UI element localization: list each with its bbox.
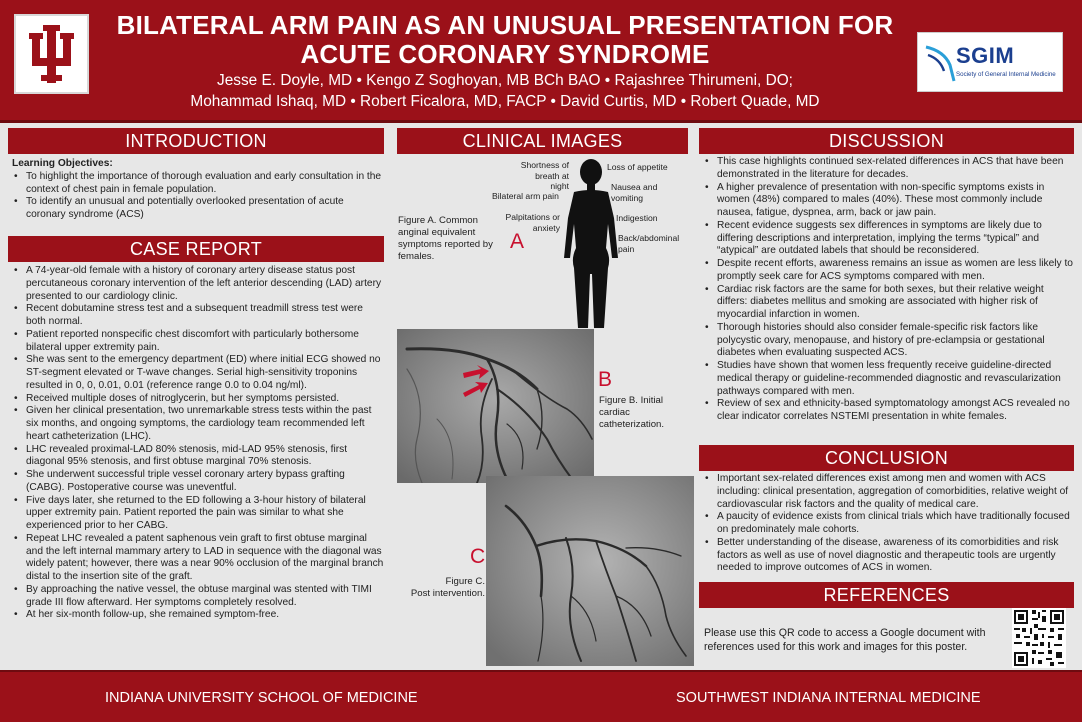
list-item: • Thorough histories should also consider female-specific risk factors like polycystic ovary, menopause, and history of pre-eclampsia or gestational diabetes when evaluating suspected ACS.: [703, 322, 1073, 360]
list-item: • Despite recent efforts, awareness remains an issue as women are less likely to promptly seek care for ACS symptoms compared with men.: [703, 258, 1073, 284]
poster-header: [0, 0, 1082, 123]
poster-footer: [0, 670, 1082, 722]
list-item: • Recent evidence suggests sex differences in symptoms are likely due to differing descriptions and interpretation, implying the terms “typical” and “atypical” are outdated labels that should be reconsidered.: [703, 220, 1073, 258]
figure-b-caption: Figure B. Initial cardiac catheterization.: [599, 395, 665, 430]
figure-c-caption-line-2: Post intervention.: [410, 588, 485, 599]
references-heading: REFERENCES: [699, 582, 1074, 608]
introduction-body: [12, 158, 382, 222]
list-item: • Repeat LHC revealed a patent saphenous vein graft to first obtuse marginal and the left internal mammary artery to LAD in sequence with the diagonal was widely patent; however, there was a near 90% occlusion of the marginal branch distal to the insertion site of the graft.: [12, 533, 384, 584]
conclusion-heading: CONCLUSION: [699, 445, 1074, 471]
list-item: • Given her clinical presentation, two unremarkable stress tests within the past six months, and ongoing symptoms, the cardiology team recommended left heart catheterization (LHC).: [12, 405, 384, 443]
list-item: • To highlight the importance of thorough evaluation and early consultation in the context of chest pain in female population.: [12, 171, 382, 197]
list-item: • By approaching the native vessel, the obtuse marginal was stented with TIMI grade III flow afterward. Her symptoms completely resolved.: [12, 584, 384, 610]
discussion-body: [703, 156, 1073, 424]
qr-code-icon: [1012, 608, 1066, 668]
conclusion-list: [703, 473, 1073, 575]
figure-c-caption: [400, 576, 485, 600]
symptom-loss-of-appetite: Loss of appetite: [607, 162, 668, 172]
symptom-back-abdominal-pain: Back/abdominal pain: [618, 233, 680, 254]
footer-right-text: SOUTHWEST INDIANA INTERNAL MEDICINE: [676, 690, 981, 706]
angiogram-image: [397, 329, 594, 483]
list-item: • Important sex-related differences exist among men and women with ACS including: clinical presentation, aggregation of comorbidities, relative weight of cardiovascular risk factors and the quality of medical care.: [703, 473, 1073, 511]
introduction-heading: INTRODUCTION: [8, 128, 384, 154]
list-item: • Patient reported nonspecific chest discomfort with particularly bothersome bilateral upper extremity pain.: [12, 329, 384, 355]
authors-line-1: Jesse E. Doyle, MD • Kengo Z Soghoyan, MB BCh BAO • Rajashree Thirumeni, DO;: [217, 72, 793, 89]
list-item: • She underwent successful triple vessel coronary artery bypass grafting (CABG). Postoperative course was uneventful.: [12, 469, 384, 495]
figure-a-label: A: [510, 230, 525, 253]
list-item: • Better understanding of the disease, awareness of its comorbidities and risk factors as well as use of novel diagnostic and therapeutic tools are urgently needed to improve outcomes of ACS in women.: [703, 537, 1073, 575]
list-item: • Received multiple doses of nitroglycerin, but her symptoms persisted.: [12, 393, 384, 406]
list-item: • LHC revealed proximal-LAD 80% stenosis, mid-LAD 95% stenosis, first diagonal 95% stenosis, and first obtuse marginal 70% stenosis.: [12, 444, 384, 470]
symptom-indigestion: Indigestion: [616, 213, 658, 223]
symptom-bilateral-arm-pain: Bilateral arm pain: [492, 191, 559, 201]
figure-c-angiogram: [486, 476, 694, 666]
poster-title: [100, 11, 910, 69]
list-item: • She was sent to the emergency department (ED) where initial ECG showed no ST-segment elevated or T-wave changes. Serial high-sensitivity troponins resulted in 0, 0, 0.01, 0.01 (reference range 0.0 to 0.04 ng/ml).: [12, 354, 384, 392]
learning-objectives-heading: Learning Objectives:: [12, 158, 113, 169]
authors-line-2: Mohammad Ishaq, MD • Robert Ficalora, MD, FACP • David Curtis, MD • Robert Quade, MD: [190, 93, 820, 110]
trident-icon: [16, 16, 87, 92]
figure-b-angiogram: [397, 329, 594, 483]
case-report-heading: CASE REPORT: [8, 236, 384, 262]
case-report-list: [12, 265, 384, 622]
qr-code[interactable]: [1012, 608, 1066, 668]
learning-objectives-list: [12, 171, 382, 222]
title-line-2: ACUTE CORONARY SYNDROME: [300, 39, 710, 69]
list-item: • Cardiac risk factors are the same for both sexes, but their relative weight differs: diabetes mellitus and smoking are associated with higher risk of myocardial infarction in women.: [703, 284, 1073, 322]
list-item: • A higher prevalence of presentation with non-specific symptoms exists in women (48%) compared to males (40%). These most commonly include nausea, fatigue, dyspnea, arm, back or jaw pain.: [703, 182, 1073, 220]
sgim-swoosh-icon: [924, 41, 956, 83]
case-report-body: [12, 265, 384, 622]
sgim-logo: [917, 32, 1063, 92]
discussion-heading: DISCUSSION: [699, 128, 1074, 154]
conclusion-body: [703, 473, 1073, 575]
list-item: • Review of sex and ethnicity-based symptomatology amongst ACS revealed no clear indicator correlates NSTEMI presentation in white females.: [703, 398, 1073, 424]
figure-b-label: B: [598, 368, 613, 391]
list-item: • At her six-month follow-up, she remained symptom-free.: [12, 609, 384, 622]
list-item: • A paucity of evidence exists from clinical trials which have traditionally focused on predominately male cohorts.: [703, 511, 1073, 537]
list-item: • To identify an unusual and potentially overlooked presentation of acute coronary syndrome (ACS): [12, 196, 382, 222]
symptom-shortness-of-breath: Shortness of breath at night: [520, 160, 569, 191]
title-line-1: BILATERAL ARM PAIN AS AN UNUSUAL PRESENTATION FOR: [116, 10, 894, 40]
references-text: Please use this QR code to access a Google document with references used for this work and images for this poster.: [704, 627, 986, 653]
figure-a-caption: Figure A. Common anginal equivalent symptoms reported by females.: [398, 215, 493, 262]
list-item: • This case highlights continued sex-related differences in ACS that have been demonstrated in the literature for decades.: [703, 156, 1073, 182]
iu-trident-logo: [14, 14, 89, 94]
sgim-logo-subtext: Society of General Internal Medicine: [956, 71, 1056, 78]
list-item: • Studies have shown that women less frequently receive guideline-directed medical therapy or guideline-recommended diagnostic and revascularization pathways compared with men.: [703, 360, 1073, 398]
clinical-images-heading: CLINICAL IMAGES: [397, 128, 688, 154]
list-item: • A 74-year-old female with a history of coronary artery disease status post percutaneous coronary intervention of the left anterior descending (LAD) artery presented to our cardiology clinic.: [12, 265, 384, 303]
symptom-palpitations: Palpitations or anxiety: [505, 212, 560, 233]
footer-left-text: INDIANA UNIVERSITY SCHOOL OF MEDICINE: [105, 690, 418, 706]
sgim-logo-text: SGIM: [956, 43, 1015, 68]
symptom-nausea-vomiting: Nausea and vomiting: [611, 182, 658, 203]
discussion-list: [703, 156, 1073, 424]
author-list: [100, 70, 910, 112]
list-item: • Recent dobutamine stress test and a subsequent treadmill stress test were both normal.: [12, 303, 384, 329]
angiogram-image: [486, 476, 694, 666]
figure-c-label: C: [470, 545, 486, 568]
list-item: • Five days later, she returned to the ED following a 3-hour history of bilateral upper extremity pain. Patient reported the pain was similar to what she experienced prior to her CABG.: [12, 495, 384, 533]
figure-c-caption-line-1: Figure C.: [445, 576, 485, 587]
